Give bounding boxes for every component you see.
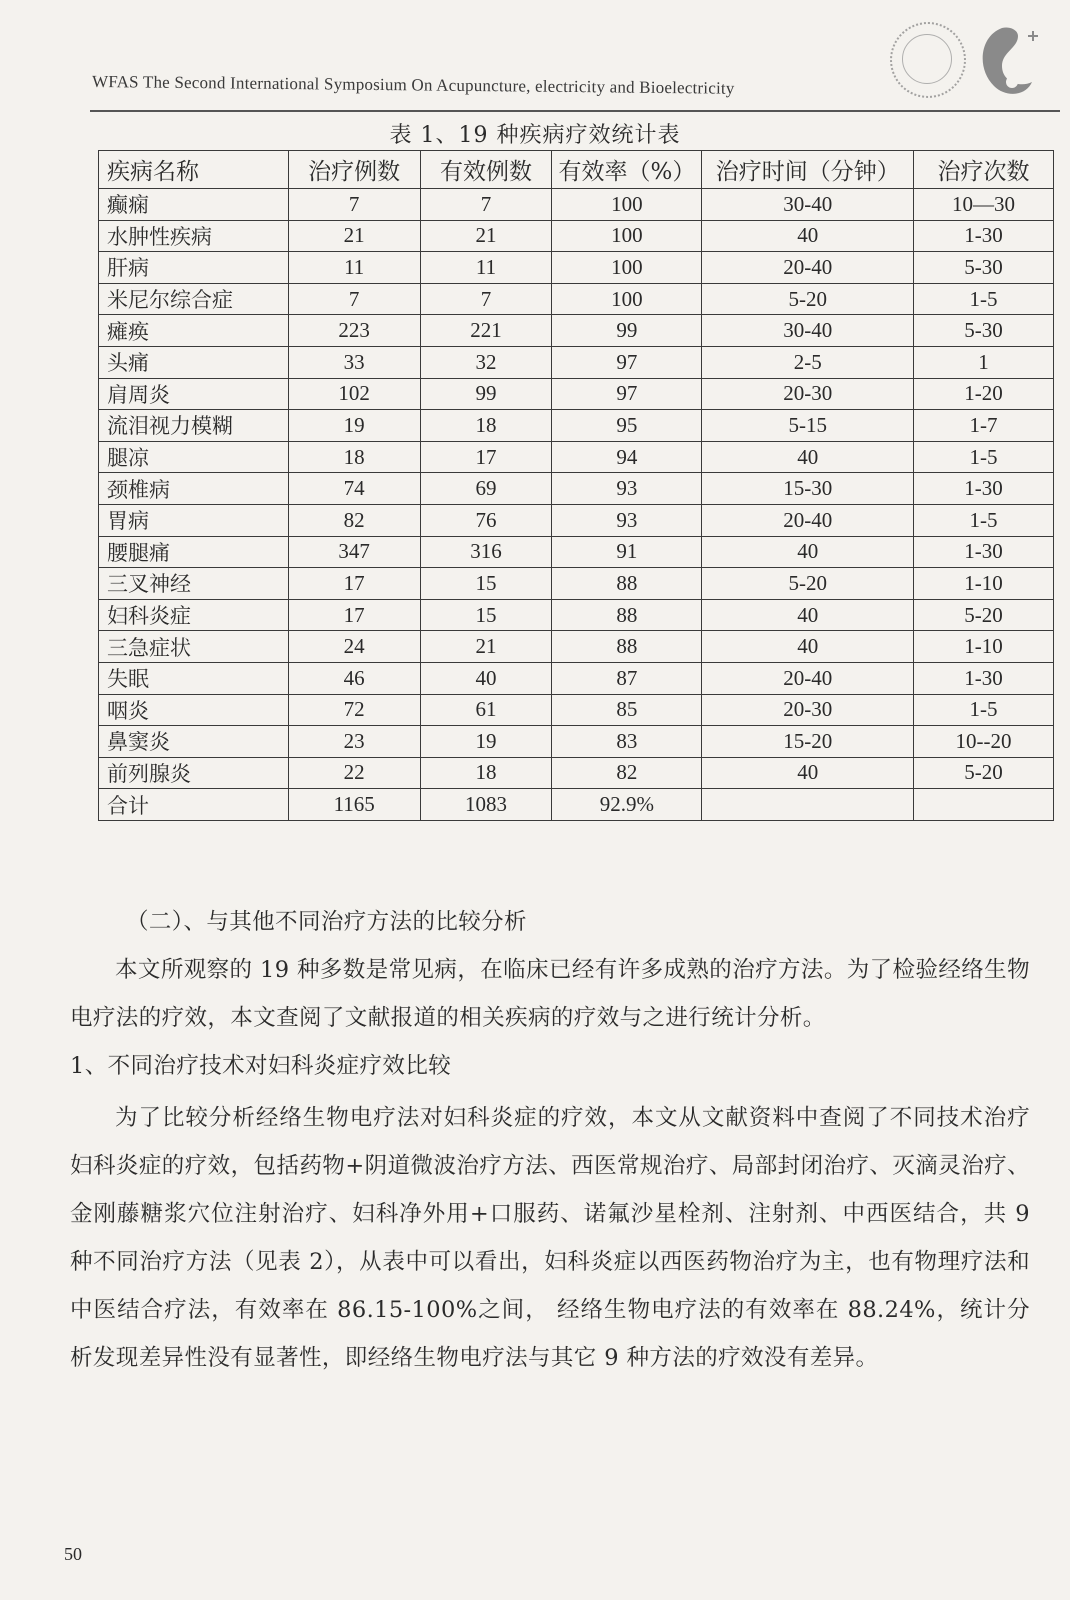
table-cell [702, 789, 914, 821]
table-cell: 46 [288, 662, 420, 694]
table-cell: 20-30 [702, 694, 914, 726]
table-cell: 83 [552, 726, 702, 758]
table-cell: 82 [552, 757, 702, 789]
table-cell: 82 [288, 504, 420, 536]
table-row [99, 378, 1054, 410]
table-cell: 1-5 [914, 283, 1054, 315]
table-header-row [99, 151, 1054, 189]
table-cell: 20-40 [702, 504, 914, 536]
table-cell: 100 [552, 189, 702, 221]
table-cell: 40 [702, 757, 914, 789]
table-cell: 19 [288, 410, 420, 442]
table-row [99, 631, 1054, 663]
table-cell: 93 [552, 504, 702, 536]
table-cell: 21 [288, 220, 420, 252]
table-cell: 99 [420, 378, 552, 410]
table-row [99, 473, 1054, 505]
section-heading: （二）、与其他不同治疗方法的比较分析 [126, 909, 527, 935]
table-cell: 5-20 [702, 283, 914, 315]
table-cell: 88 [552, 631, 702, 663]
table-cell: 1 [914, 346, 1054, 378]
table-row [99, 441, 1054, 473]
table-cell: 流泪视力模糊 [99, 410, 289, 442]
table-cell: 23 [288, 726, 420, 758]
table-cell: 1-30 [914, 473, 1054, 505]
table-row [99, 410, 1054, 442]
table-cell: 87 [552, 662, 702, 694]
table-cell: 21 [420, 220, 552, 252]
table-cell: 24 [288, 631, 420, 663]
table-cell: 10--20 [914, 726, 1054, 758]
table-cell: 95 [552, 410, 702, 442]
table-cell: 88 [552, 568, 702, 600]
table-cell: 1-7 [914, 410, 1054, 442]
table-cell: 7 [420, 283, 552, 315]
table-cell: 2-5 [702, 346, 914, 378]
table-cell: 5-20 [914, 757, 1054, 789]
body-text [70, 898, 1030, 1382]
table-cell: 水肿性疾病 [99, 220, 289, 252]
table-cell: 米尼尔综合症 [99, 283, 289, 315]
table-cell: 40 [702, 220, 914, 252]
table-cell: 11 [288, 252, 420, 284]
column-header: 疾病名称 [99, 151, 289, 189]
table-cell: 1-20 [914, 378, 1054, 410]
table-cell: 22 [288, 757, 420, 789]
table-cell: 1-5 [914, 504, 1054, 536]
table-cell: 40 [702, 599, 914, 631]
table-cell: 肝病 [99, 252, 289, 284]
table-cell: 11 [420, 252, 552, 284]
column-header: 有效率（%） [552, 151, 702, 189]
table-cell: 85 [552, 694, 702, 726]
table-cell: 妇科炎症 [99, 599, 289, 631]
table-cell: 69 [420, 473, 552, 505]
table-cell: 15 [420, 568, 552, 600]
table-cell: 76 [420, 504, 552, 536]
table-row [99, 757, 1054, 789]
table-cell: 20-40 [702, 662, 914, 694]
table-cell: 1165 [288, 789, 420, 821]
table-cell: 1-30 [914, 662, 1054, 694]
table-cell: 1-5 [914, 694, 1054, 726]
subsection-heading: 1、不同治疗技术对妇科炎症疗效比较 [70, 1053, 452, 1079]
running-header [88, 64, 948, 104]
table-cell: 74 [288, 473, 420, 505]
table-cell: 97 [552, 346, 702, 378]
table-cell: 61 [420, 694, 552, 726]
table-row [99, 536, 1054, 568]
table-cell: 19 [420, 726, 552, 758]
table-cell: 20-30 [702, 378, 914, 410]
table-cell: 347 [288, 536, 420, 568]
table-cell: 胃病 [99, 504, 289, 536]
table-cell: 5-30 [914, 315, 1054, 347]
table-row [99, 315, 1054, 347]
table-cell: 20-40 [702, 252, 914, 284]
table-cell: 咽炎 [99, 694, 289, 726]
running-title: WFAS The Second International Symposium On Acupuncture, electricity and Bioelectricity [91, 72, 735, 98]
table-row [99, 252, 1054, 284]
table-cell: 91 [552, 536, 702, 568]
table-cell: 40 [420, 662, 552, 694]
table-body [99, 189, 1054, 821]
column-header: 有效例数 [420, 151, 552, 189]
table-cell: 1-10 [914, 631, 1054, 663]
table-cell: 癫痫 [99, 189, 289, 221]
table-row [99, 189, 1054, 221]
column-header: 治疗例数 [288, 151, 420, 189]
table-row [99, 599, 1054, 631]
table-cell: 三急症状 [99, 631, 289, 663]
table-row [99, 726, 1054, 758]
table-cell: 瘫痪 [99, 315, 289, 347]
table-cell: 17 [288, 568, 420, 600]
table-cell [914, 789, 1054, 821]
table-cell: 93 [552, 473, 702, 505]
table-cell: 头痛 [99, 346, 289, 378]
table-cell: 99 [552, 315, 702, 347]
table-cell: 5-15 [702, 410, 914, 442]
table-cell: 5-20 [914, 599, 1054, 631]
table-row [99, 346, 1054, 378]
table-row [99, 568, 1054, 600]
table-cell: 5-30 [914, 252, 1054, 284]
table-cell: 316 [420, 536, 552, 568]
table-cell: 30-40 [702, 189, 914, 221]
table-cell: 失眠 [99, 662, 289, 694]
table-cell: 17 [288, 599, 420, 631]
postmark-stamp [890, 22, 966, 98]
table-cell: 前列腺炎 [99, 757, 289, 789]
table-cell: 18 [420, 757, 552, 789]
table-cell: 1-30 [914, 220, 1054, 252]
yin-yang-logo-icon [972, 22, 1042, 102]
table-cell: 10—30 [914, 189, 1054, 221]
table-cell: 颈椎病 [99, 473, 289, 505]
table-cell: 100 [552, 220, 702, 252]
table-row [99, 694, 1054, 726]
table-cell: 腿凉 [99, 441, 289, 473]
table-cell: 15-20 [702, 726, 914, 758]
table-cell: 223 [288, 315, 420, 347]
table-cell: 94 [552, 441, 702, 473]
table-cell: 1-10 [914, 568, 1054, 600]
table-cell: 100 [552, 252, 702, 284]
table-row [99, 283, 1054, 315]
table-cell: 三叉神经 [99, 568, 289, 600]
table-cell: 102 [288, 378, 420, 410]
paragraph: 为了比较分析经络生物电疗法对妇科炎症的疗效，本文从文献资料中查阅了不同技术治疗妇科炎症的疗效，包括药物+阴道微波治疗方法、西医常规治疗、局部封闭治疗、灭滴灵治疗、金刚藤糖浆穴位注射治疗、妇科净外用+口服药、诺氟沙星栓剂、注射剂、中西医结合，共 9 种不同治疗方法（见表 2），从表中可以看出，妇科炎症以西医药物治疗为主，也有物理疗法和中医结合疗法，有效率在 86.15-100%之间， 经络生物电疗法的有效率在 88.24%，统计分析发现差异性没有显著性，即经络生物电疗法与其它 9 种方法的疗效没有差异。 [70, 1105, 1030, 1371]
table-cell: 7 [420, 189, 552, 221]
table-cell: 18 [420, 410, 552, 442]
table-cell: 88 [552, 599, 702, 631]
table-cell: 15 [420, 599, 552, 631]
table-cell: 5-20 [702, 568, 914, 600]
table-cell: 鼻窦炎 [99, 726, 289, 758]
table-row [99, 504, 1054, 536]
table-cell: 30-40 [702, 315, 914, 347]
table-cell: 33 [288, 346, 420, 378]
table-cell: 97 [552, 378, 702, 410]
table-row [99, 789, 1054, 821]
table-cell: 肩周炎 [99, 378, 289, 410]
table-row [99, 662, 1054, 694]
table-cell: 1-5 [914, 441, 1054, 473]
page-number: 50 [64, 1544, 82, 1564]
table-cell: 1-30 [914, 536, 1054, 568]
table-cell: 72 [288, 694, 420, 726]
table-caption: 表 1、19 种疾病疗效统计表 [389, 123, 681, 148]
table-cell: 1083 [420, 789, 552, 821]
table-cell: 32 [420, 346, 552, 378]
table-cell: 92.9% [552, 789, 702, 821]
table-cell: 合计 [99, 789, 289, 821]
table-cell: 100 [552, 283, 702, 315]
table-cell: 40 [702, 536, 914, 568]
table-cell: 7 [288, 189, 420, 221]
column-header: 治疗次数 [914, 151, 1054, 189]
table-cell: 40 [702, 441, 914, 473]
column-header: 治疗时间（分钟） [702, 151, 914, 189]
table-cell: 腰腿痛 [99, 536, 289, 568]
table-cell: 7 [288, 283, 420, 315]
table-cell: 40 [702, 631, 914, 663]
table-cell: 21 [420, 631, 552, 663]
table-cell: 17 [420, 441, 552, 473]
table-cell: 221 [420, 315, 552, 347]
paragraph: 本文所观察的 19 种多数是常见病，在临床已经有许多成熟的治疗方法。为了检验经络生物电疗法的疗效，本文查阅了文献报道的相关疾病的疗效与之进行统计分析。 [70, 957, 1030, 1031]
disease-efficacy-table [98, 150, 1054, 821]
header-rule [90, 110, 1060, 112]
table-row [99, 220, 1054, 252]
table-cell: 18 [288, 441, 420, 473]
table-cell: 15-30 [702, 473, 914, 505]
